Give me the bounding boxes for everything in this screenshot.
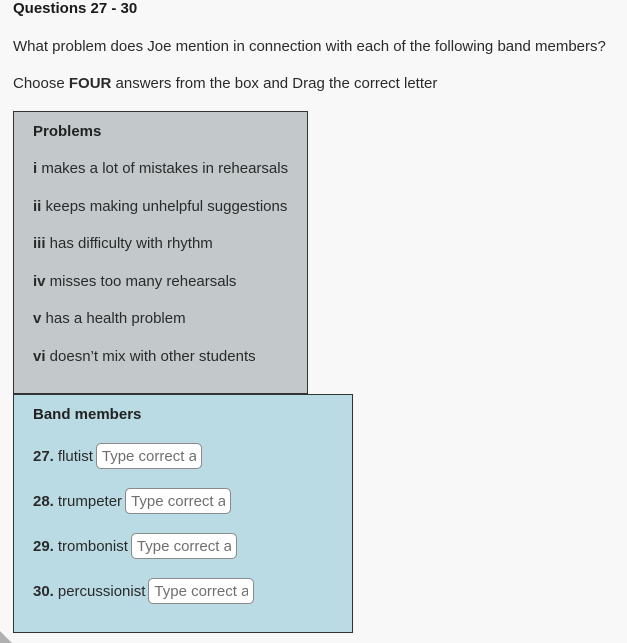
member-row-28 bbox=[33, 488, 231, 514]
question-header: Questions 27 - 30 bbox=[13, 0, 138, 17]
problem-item-v[interactable] bbox=[33, 310, 186, 327]
member-name: trombonist bbox=[57, 537, 128, 555]
problems-box bbox=[13, 111, 308, 394]
problems-title: Problems bbox=[33, 123, 102, 140]
problem-item-vi[interactable] bbox=[33, 348, 256, 365]
instruction-choose bbox=[13, 75, 437, 92]
member-row-27 bbox=[33, 443, 202, 469]
question-number: 27. bbox=[33, 447, 54, 465]
problem-roman: i bbox=[33, 160, 38, 177]
band-members-box bbox=[13, 394, 353, 633]
problem-roman: iv bbox=[33, 273, 46, 290]
member-name: percussionist bbox=[57, 582, 146, 600]
problem-text: keeps making unhelpful suggestions bbox=[41, 198, 288, 215]
problem-text: makes a lot of mistakes in rehearsals bbox=[37, 160, 289, 177]
problem-item-iv[interactable] bbox=[33, 273, 236, 290]
problem-item-iii[interactable] bbox=[33, 235, 213, 252]
answer-input-28[interactable] bbox=[125, 488, 231, 514]
answer-input-30[interactable] bbox=[148, 578, 254, 604]
problem-roman: v bbox=[33, 310, 42, 327]
problem-item-i[interactable] bbox=[33, 160, 288, 177]
problem-text: misses too many rehearsals bbox=[45, 273, 237, 290]
problem-item-ii[interactable] bbox=[33, 198, 287, 215]
band-members-title: Band members bbox=[33, 406, 142, 423]
question-number: 29. bbox=[33, 537, 54, 555]
instruction-suffix: answers from the box and Drag the correct letter bbox=[111, 75, 438, 92]
problem-text: has a health problem bbox=[41, 310, 186, 327]
member-row-30 bbox=[33, 578, 254, 604]
question-number: 28. bbox=[33, 492, 54, 510]
member-name: trumpeter bbox=[57, 492, 123, 510]
answer-input-29[interactable] bbox=[131, 533, 237, 559]
problem-text: has difficulty with rhythm bbox=[45, 235, 213, 252]
question-number: 30. bbox=[33, 582, 54, 600]
resize-handle-icon[interactable] bbox=[0, 631, 12, 643]
problem-roman: vi bbox=[33, 348, 46, 365]
answer-input-27[interactable] bbox=[96, 443, 202, 469]
instruction-count: FOUR bbox=[68, 75, 112, 92]
problem-roman: iii bbox=[33, 235, 46, 252]
problem-roman: ii bbox=[33, 198, 42, 215]
instruction-text: What problem does Joe mention in connection with each of the following band members? bbox=[13, 38, 606, 55]
member-row-29 bbox=[33, 533, 237, 559]
problem-text: doesn’t mix with other students bbox=[45, 348, 256, 365]
member-name: flutist bbox=[57, 447, 93, 465]
instruction-prefix: Choose bbox=[13, 75, 69, 92]
